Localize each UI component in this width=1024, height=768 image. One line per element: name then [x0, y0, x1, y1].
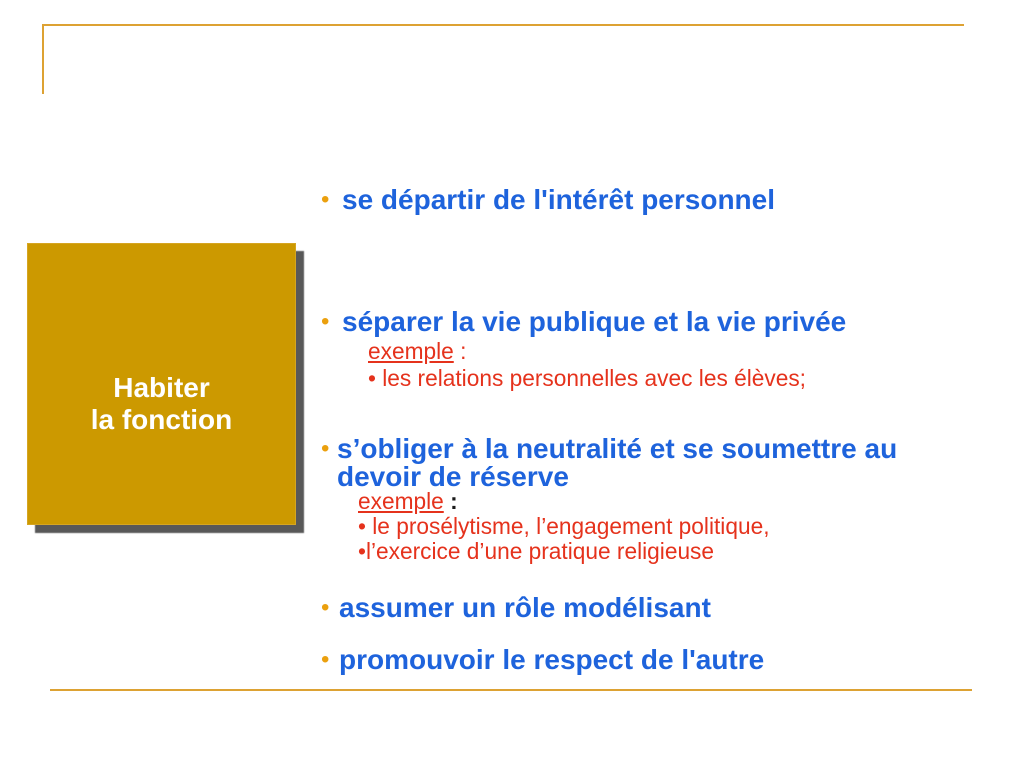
bottom-rule — [50, 689, 972, 691]
point-5-text: promouvoir le respect de l'autre — [339, 644, 765, 675]
top-rule-vertical — [42, 24, 44, 94]
example-1-label: exemple — [368, 338, 454, 364]
point-2-bullet: • — [321, 308, 330, 335]
example-2-item-1: • le prosélytisme, l’engagement politique, — [358, 513, 770, 539]
title-box-line-1: Habiter — [113, 372, 210, 403]
example-2-label: exemple — [358, 488, 444, 514]
example-2-block — [358, 489, 770, 564]
point-3-text: s’obliger à la neutralité et se soumettre au devoir de réserve — [337, 433, 898, 492]
example-1-block — [368, 338, 806, 392]
point-4-text: assumer un rôle modélisant — [339, 592, 711, 623]
point-1-text: se départir de l'intérêt personnel — [342, 184, 776, 215]
example-1-colon: : — [453, 338, 467, 364]
example-1-item-1: • les relations personnelles avec les élèves; — [368, 365, 806, 391]
example-2-item-2: •l’exercice d’une pratique religieuse — [358, 538, 715, 564]
example-2-colon: : — [443, 488, 458, 514]
example-2-heading — [358, 489, 770, 514]
title-box-line-2: la fonction — [90, 404, 233, 435]
point-1-bullet: • — [321, 186, 330, 213]
top-rule-horizontal — [42, 24, 964, 26]
point-5-bullet: • — [321, 646, 330, 673]
title-box — [27, 243, 296, 525]
point-2-text: séparer la vie publique et la vie privée — [342, 306, 847, 337]
example-1-heading — [368, 338, 806, 365]
title-box-text — [28, 372, 295, 436]
point-4-bullet: • — [321, 594, 330, 621]
point-3-bullet: • — [321, 435, 330, 462]
